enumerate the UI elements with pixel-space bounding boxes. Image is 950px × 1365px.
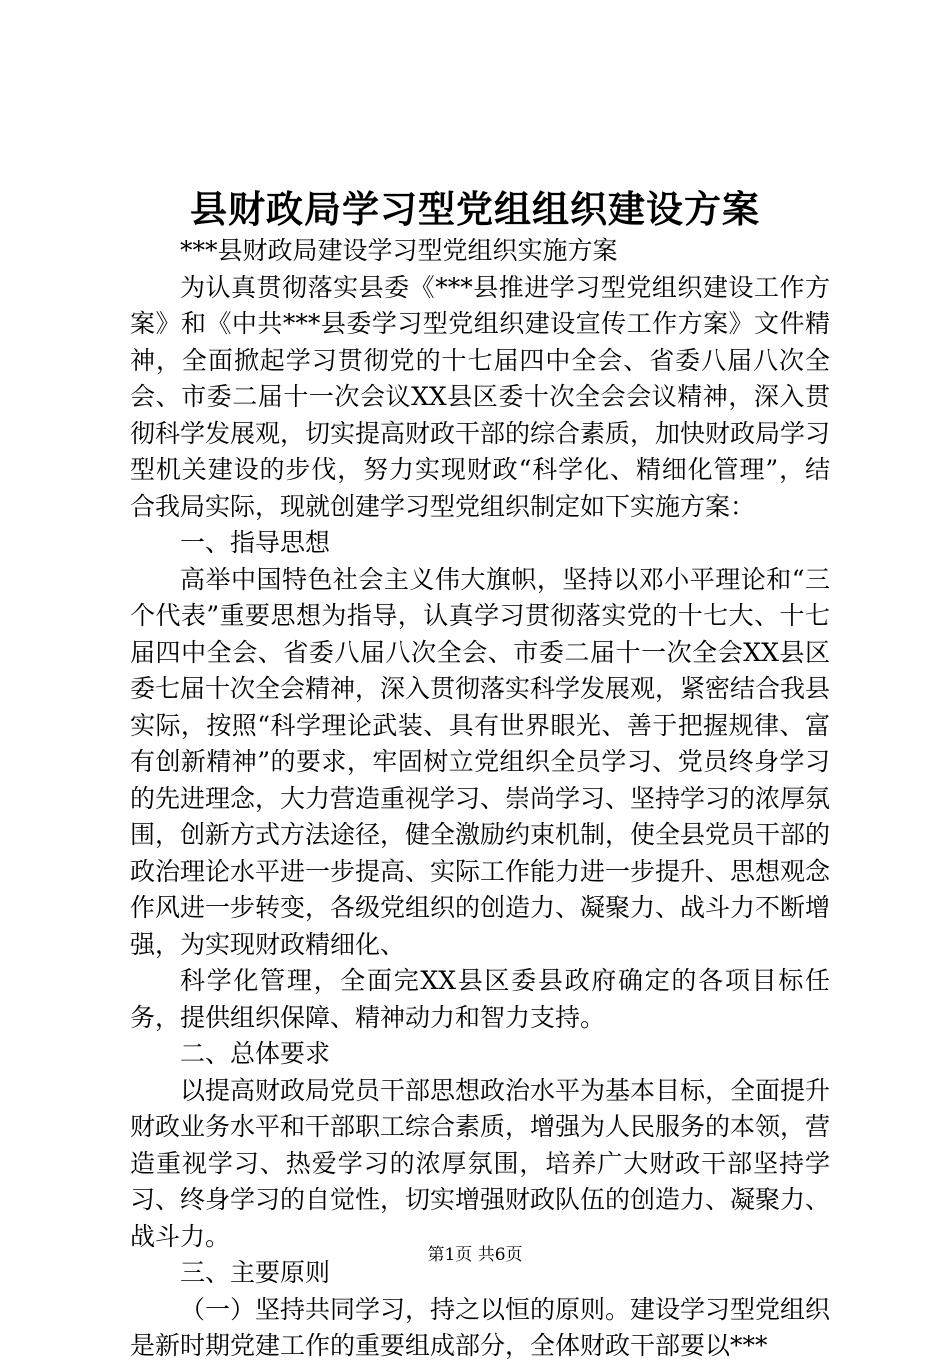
intro-paragraph: 为认真贯彻落实县委《***县推进学习型党组织建设工作方案》和《中共***县委学习型党组织建设宣传工作方案》文件精神，全面掀起学习贯彻党的十七届四中全会、省委八届八次全会、市委二届十一次会议XX县区委十次全会会议精神，深入贯彻科学发展观，切实提高财政干部的综合素质，加快财政局学习型机关建设的步伐，努力实现财政“科学化、精细化管理”，结合我局实际，现就创建学习型党组织制定如下实施方案： <box>130 272 831 521</box>
guiding-ideology-paragraph: 高举中国特色社会主义伟大旗帜，坚持以邓小平理论和“三个代表”重要思想为指导，认真学习贯彻落实党的十七大、十七届四中全会、省委八届八次全会、市委二届十一次全会XX县区委七届十次全会精神，深入贯彻落实科学发展观，紧密结合我县实际，按照“科学理论武装、具有世界眼光、善于把握规律、富有创新精神”的要求，牢固树立党组织全员学习、党员终身学习的先进理念，大力营造重视学习、崇尚学习、坚持学习的浓厚氛围，创新方式方法途径，健全激励约束机制，使全县党员干部的政治理论水平进一步提高、实际工作能力进一步提升、思想观念作风进一步转变，各级党组织的创造力、凝聚力、战斗力不断增强，为实现财政精细化、 <box>130 564 831 959</box>
document-title: 县财政局学习型党组组织建设方案 <box>190 187 760 231</box>
guiding-ideology-continuation: 科学化管理，全面完XX县区委县政府确定的各项目标任务，提供组织保障、精神动力和智力支持。 <box>130 966 830 1032</box>
overall-requirements-paragraph: 以提高财政局党员干部思想政治水平为基本目标，全面提升财政业务水平和干部职工综合素质，增强为人民服务的本领，营造重视学习、热爱学习的浓厚氛围，培养广大财政干部坚持学习、终身学习的自觉性，切实增强财政队伍的创造力、凝聚力、战斗力。 <box>130 1075 831 1251</box>
principle-one-paragraph: （一）坚持共同学习，持之以恒的原则。建设学习型党组织是新时期党建工作的重要组成部分，全体财政干部要以*** <box>130 1294 831 1360</box>
section-heading-main-principles: 三、主要原则 <box>180 1258 331 1287</box>
subtitle-paragraph: ***县财政局建设学习型党组织实施方案 <box>180 236 618 265</box>
document-body <box>130 233 830 1365</box>
section-heading-guiding-ideology: 一、指导思想 <box>180 528 331 557</box>
section-heading-overall-requirements: 二、总体要求 <box>180 1039 331 1068</box>
page-number-footer: 第1页 共6页 <box>427 1245 523 1265</box>
